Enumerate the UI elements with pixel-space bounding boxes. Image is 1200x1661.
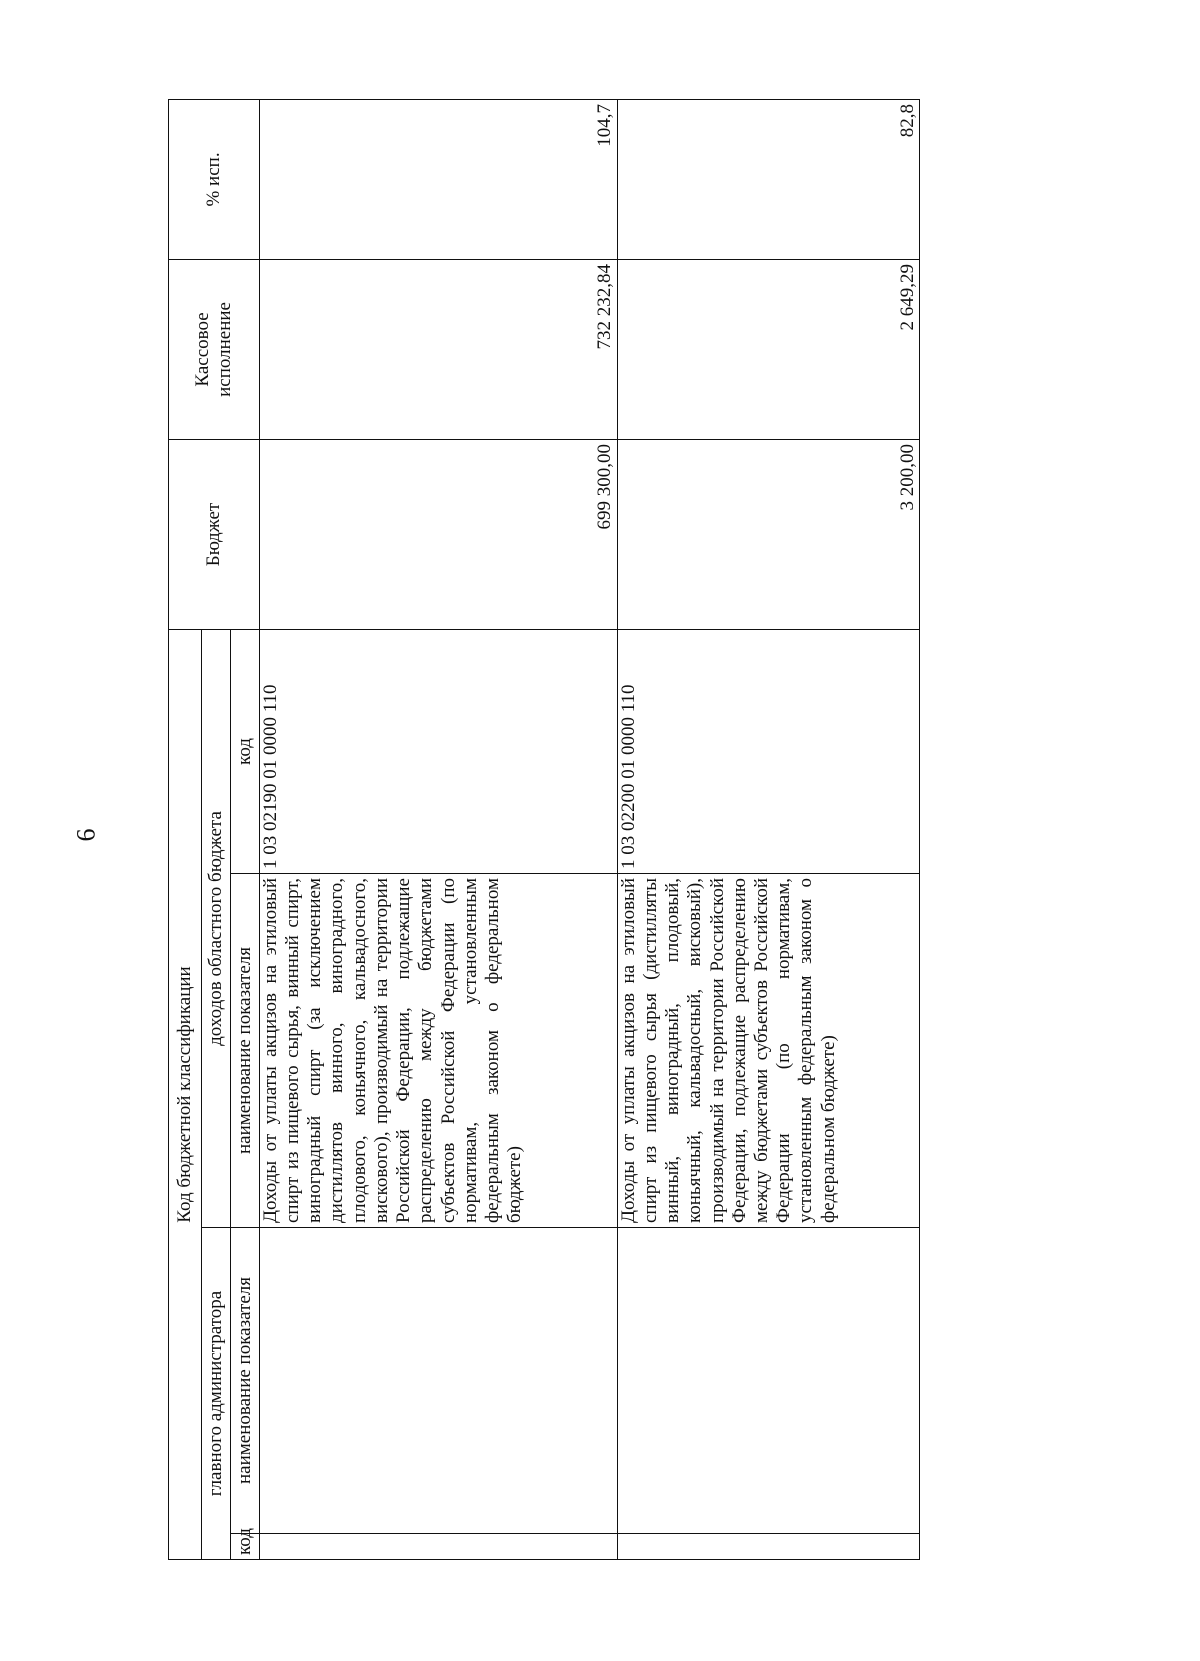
row-admin-kod	[617, 1534, 919, 1560]
header-admin-group: главного администратора	[202, 1228, 231, 1560]
header-row-1	[169, 99, 202, 1559]
header-income-name: наименование показателя	[230, 874, 259, 1228]
table-row	[259, 99, 617, 1559]
row-admin-name	[259, 1228, 617, 1534]
header-budget: Бюджет	[169, 439, 260, 629]
row-admin-name	[617, 1228, 919, 1534]
row-cash: 2 649,29	[617, 259, 919, 439]
row-budget: 699 300,00	[259, 439, 617, 629]
header-classification: Код бюджетной классификации	[169, 629, 202, 1559]
row-percent: 104,7	[259, 99, 617, 259]
row-budget: 3 200,00	[617, 439, 919, 629]
budget-table	[168, 99, 920, 1560]
row-cash: 732 232,84	[259, 259, 617, 439]
header-percent: % исп.	[169, 99, 260, 259]
row-income-name: Доходы от уплаты акцизов на этиловый спирт из пищевого сырья, винный спирт, виноградный спирт (за исключением дистиллятов винного, виноградного, плодового, коньячного, кальвадосного, вискового), производимый на территории Российской Федерации, подлежащие распределению между бюджетами субъектов Российской Федерации (по нормативам, установленным федеральным законом о федеральном бюджете)	[259, 874, 617, 1228]
table-row	[617, 99, 919, 1559]
row-income-kod: 1 03 02200 01 0000 110	[617, 629, 919, 873]
row-percent: 82,8	[617, 99, 919, 259]
header-cash: Кассовое исполнение	[169, 259, 260, 439]
row-income-name: Доходы от уплаты акцизов на этиловый спирт из пищевого сырья (дистилляты винный, виноградный, плодовый, коньячный, кальвадосный, висковый), производимый на территории Российской Федерации, подлежащие распределению между бюджетами субъектов Российской Федерации (по нормативам, установленным федеральным законом о федеральном бюджете)	[617, 874, 919, 1228]
header-admin-name: наименование показателя	[230, 1228, 259, 1534]
row-admin-kod	[259, 1534, 617, 1560]
page-number: 6	[71, 828, 101, 842]
header-income-group: доходов областного бюджета	[202, 629, 231, 1227]
row-income-kod: 1 03 02190 01 0000 110	[259, 629, 617, 873]
rotated-table-wrapper	[168, 100, 920, 1560]
header-income-kod: код	[230, 629, 259, 873]
header-admin-kod: код	[230, 1534, 259, 1560]
